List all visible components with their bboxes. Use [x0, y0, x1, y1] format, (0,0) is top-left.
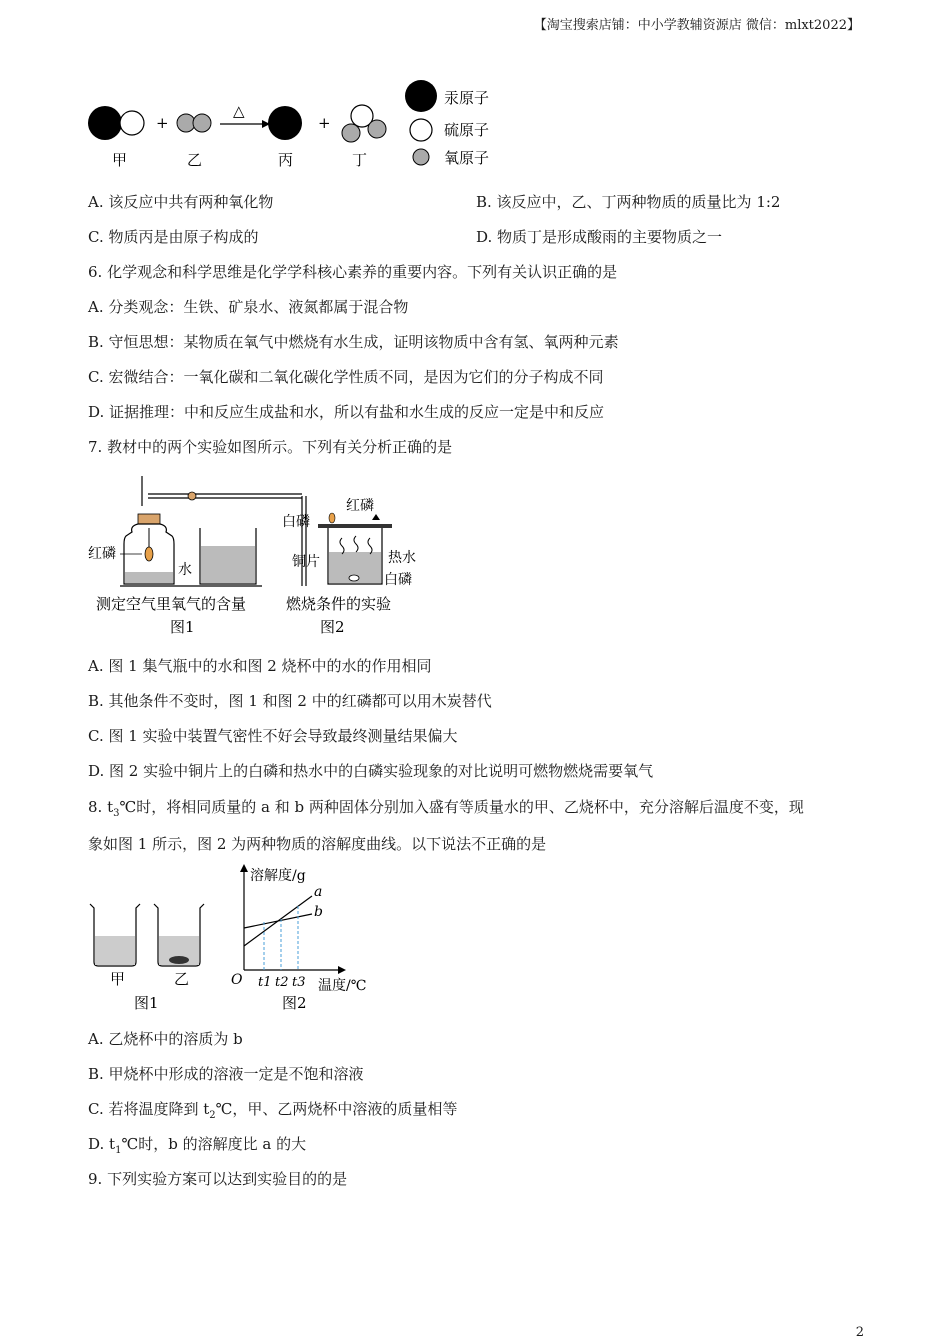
flame-icon [329, 513, 335, 523]
q5-option-b: B. 该反应中，乙、丁两种物质的质量比为 1:2 [476, 193, 781, 211]
reaction-diagram [80, 76, 520, 176]
q7-option-c: C. 图 1 实验中装置气密性不好会导致最终测量结果偏大 [88, 727, 458, 745]
q8-option-b: B. 甲烧杯中形成的溶液一定是不饱和溶液 [88, 1065, 364, 1083]
label-jia: 甲 [112, 151, 128, 169]
legend-mercury: 汞原子 [444, 89, 490, 107]
q7-option-a: A. 图 1 集气瓶中的水和图 2 烧杯中的水的作用相同 [88, 657, 432, 675]
fig1-caption: 测定空气里氧气的含量 [96, 595, 247, 613]
q5-option-a: A. 该反应中共有两种氧化物 [88, 193, 274, 211]
oxygen-atom [342, 124, 360, 142]
curve-a-label: a [314, 884, 323, 900]
fig1-label: 图1 [170, 618, 195, 636]
q8-option-c: C. 若将温度降到 $t_2℃$，甲、乙两烧杯中溶液的质量相等 [88, 1100, 458, 1121]
label-ding: 丁 [352, 151, 368, 169]
q7-stem: 7. 教材中的两个实验如图所示。下列有关分析正确的是 [88, 438, 453, 456]
page-number: 2 [855, 1325, 864, 1340]
q8-stem-line1: 8. $t_3℃$时，将相同质量的 a 和 b 两种固体分别加入盛有等质量水的甲、乙烧杯中，充分溶解后温度不变，现 [88, 798, 804, 819]
oxygen-atom [368, 120, 386, 138]
label-bing: 丙 [278, 151, 294, 169]
fig1-water: 水 [178, 562, 192, 578]
mercury-atom [88, 106, 122, 140]
fig2-label: 图2 [282, 994, 307, 1012]
curve-b [244, 914, 312, 928]
fig1-red-phosphorus: 红磷 [88, 546, 116, 562]
plus-sign: + [318, 114, 331, 132]
fig2-white-phosphorus-bottom: 白磷 [384, 572, 412, 588]
tick-t1: t1 [258, 975, 272, 990]
beaker-jia-label: 甲 [110, 970, 126, 988]
fig2-caption: 燃烧条件的实验 [286, 595, 392, 613]
q8-option-a: A. 乙烧杯中的溶质为 b [88, 1030, 243, 1048]
fig2-hot-water: 热水 [388, 550, 416, 566]
oxygen-atom [193, 114, 211, 132]
legend-oxygen-icon [413, 149, 429, 165]
origin-label: O [231, 972, 243, 988]
clamp-icon [188, 492, 196, 500]
fig2-label: 图2 [320, 618, 345, 636]
fig1-label: 图1 [134, 994, 159, 1012]
q5-option-d: D. 物质丁是形成酸雨的主要物质之一 [476, 228, 723, 246]
copper-plate [318, 524, 392, 528]
y-axis-label: 溶解度/g [250, 868, 306, 884]
plus-sign: + [156, 114, 169, 132]
fig2-red-phosphorus: 红磷 [346, 498, 374, 514]
legend-sulfur-icon [410, 119, 432, 141]
sulfur-atom [120, 111, 144, 135]
beaker-yi-label: 乙 [174, 970, 190, 988]
fig2-copper: 铜片 [292, 554, 320, 570]
tick-t2: t2 [275, 975, 289, 990]
curve-b-label: b [314, 904, 323, 920]
flame-icon [145, 547, 153, 561]
tick-t3: t3 [292, 975, 306, 990]
q5-option-c: C. 物质丙是由原子构成的 [88, 228, 259, 246]
heat-condition: △ [233, 102, 245, 120]
q6-option-a: A. 分类观念：生铁、矿泉水、液氮都属于混合物 [88, 298, 409, 316]
q9-stem: 9. 下列实验方案可以达到实验目的的是 [88, 1170, 348, 1188]
q7-option-d: D. 图 2 实验中铜片上的白磷和热水中的白磷实验现象的对比说明可燃物燃烧需要氧气 [88, 762, 654, 780]
q6-stem: 6. 化学观念和科学思维是化学学科核心素养的重要内容。下列有关认识正确的是 [88, 263, 618, 281]
q8-figures [80, 858, 400, 1018]
legend-sulfur: 硫原子 [444, 121, 490, 139]
legend-mercury-icon [405, 80, 437, 112]
mercury-atom [268, 106, 302, 140]
q8-option-d: D. $t_1℃$时，b 的溶解度比 a 的大 [88, 1135, 307, 1156]
oxygen-atom [177, 114, 195, 132]
label-yi: 乙 [187, 151, 203, 169]
page-header: 【淘宝搜索店铺：中小学教辅资源店 微信：mlxt2022】 [533, 18, 860, 33]
q7-option-b: B. 其他条件不变时，图 1 和图 2 中的红磷都可以用木炭替代 [88, 692, 492, 710]
legend-oxygen: 氧原子 [444, 149, 490, 167]
q6-option-b: B. 守恒思想：某物质在氧气中燃烧有水生成，证明该物质中含有氢、氧两种元素 [88, 333, 619, 351]
fig2-white-phosphorus-top: 白磷 [282, 514, 310, 530]
q6-option-d: D. 证据推理：中和反应生成盐和水，所以有盐和水生成的反应一定是中和反应 [88, 403, 605, 421]
q8-stem-line2: 象如图 1 所示，图 2 为两种物质的溶解度曲线。以下说法不正确的是 [88, 835, 547, 853]
x-axis-label: 温度/℃ [318, 978, 367, 994]
q7-figures [80, 466, 440, 646]
q6-option-c: C. 宏微结合：一氧化碳和二氧化碳化学性质不同，是因为它们的分子构成不同 [88, 368, 604, 386]
